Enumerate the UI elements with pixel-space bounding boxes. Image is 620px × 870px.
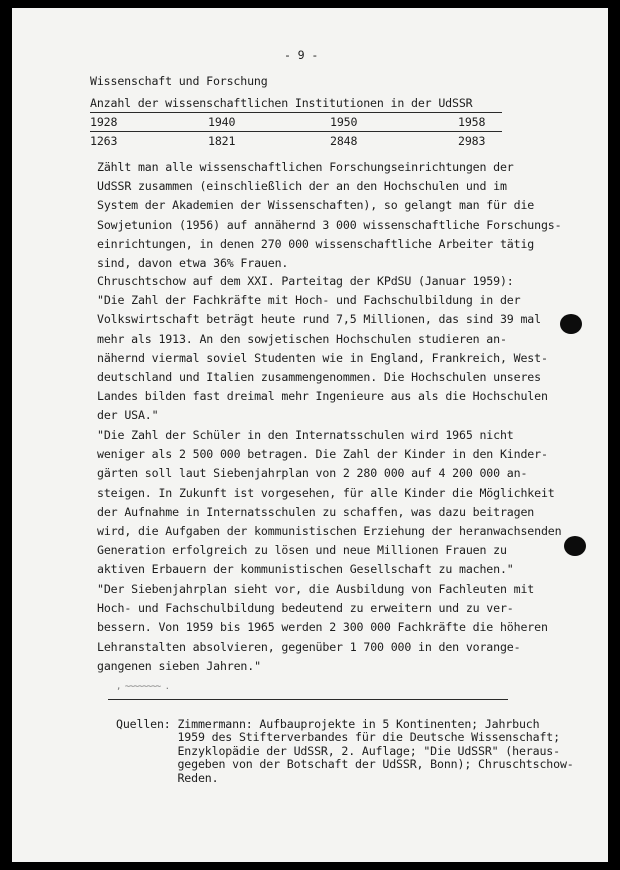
punch-hole-mark-upper [560,314,582,334]
sources-line: Enzyklopädie der UdSSR, 2. Auflage; "Die UdSSR" (heraus- [116,743,560,758]
table-value-1: 1263 [90,134,118,148]
table-year-1: 1928 [90,115,118,129]
sources-line: Quellen: Zimmermann: Aufbauprojekte in 5 Kontinenten; Jahrbuch [116,717,540,731]
table-value-3: 2848 [330,134,358,148]
text-line: einrichtungen, in denen 270 000 wissenschaftliche Arbeiter tätig [97,236,535,251]
table-value-2: 1821 [208,134,236,148]
text-line: Chruschtschow auf dem XXI. Parteitag der KPdSU (Januar 1959): [97,274,514,288]
sources-line: Reden. [116,770,219,785]
text-line: Landes bilden fast dreimal mehr Ingenieure aus als die Hochschulen [97,389,548,404]
typewritten-document [12,8,608,862]
sources-line: 1959 des Stifterverbandes für die Deutsche Wissenschaft; [116,730,560,745]
document-page [12,8,608,862]
paragraph-internatsschulen-quote [97,426,561,580]
text-line: Lehranstalten absolvieren, gegenüber 1 700 000 in den vorange- [97,639,521,654]
paragraph-chruschtschow-quote [97,272,548,426]
table-top-rule [90,112,502,113]
text-line: Zählt man alle wissenschaftlichen Forschungseinrichtungen der [97,160,514,174]
text-line: sind, davon etwa 36% Frauen. [97,256,289,271]
section-heading: Wissenschaft und Forschung [90,74,268,88]
text-line: Sowjetunion (1956) auf annähernd 3 000 wissenschaftliche Forschungs- [97,217,562,232]
table-caption: Anzahl der wissenschaftlichen Institutionen in der UdSSR [90,96,473,110]
text-line: UdSSR zusammen (einschließlich der an den Hochschulen und im [97,179,507,194]
text-line: Hoch- und Fachschulbildung bedeutend zu erweitern und zu ver- [97,601,514,616]
sources-line: gegeben von der Botschaft der UdSSR, Bonn); Chruschtschow- [116,757,574,772]
text-line: mehr als 1913. An den sowjetischen Hochschulen studieren an- [97,331,507,346]
text-line: steigen. In Zukunft ist vorgesehen, für alle Kinder die Möglichkeit [97,485,555,500]
text-line: aktiven Erbauern der kommunistischen Gesellschaft zu machen." [97,562,514,577]
text-line: der USA." [97,408,159,423]
page-number: - 9 - [284,48,319,62]
text-line: Volkswirtschaft beträgt heute rund 7,5 Millionen, das sind 39 mal [97,312,541,327]
table-middle-rule [90,131,502,132]
text-line: "Der Siebenjahrplan sieht vor, die Ausbildung von Fachleuten mit [97,582,535,596]
table-year-4: 1958 [458,115,486,129]
text-line: System der Akademien der Wissenschaften), so gelangt man für die [97,198,535,213]
text-line: deutschland und Italien zusammengenommen. Die Hochschulen unseres [97,370,541,385]
table-year-2: 1940 [208,115,236,129]
table-year-3: 1950 [330,115,358,129]
text-line: der Aufnahme in Internatsschulen zu schaffen, was dazu beitragen [97,504,535,519]
table-value-4: 2983 [458,134,486,148]
text-line: Generation erfolgreich zu lösen und neue Millionen Frauen zu [97,543,507,558]
faint-scribble-mark: , ~~~~~~~~ . [116,682,170,692]
punch-hole-mark-lower [564,536,586,556]
text-line: weniger als 2 500 000 betragen. Die Zahl der Kinder in den Kinder- [97,447,548,462]
paragraph-research-institutions [97,158,561,273]
text-line: wird, die Aufgaben der kommunistischen Erziehung der heranwachsenden [97,524,562,539]
sources-separator-rule [108,699,508,700]
text-line: bessern. Von 1959 bis 1965 werden 2 300 000 Fachkräfte die höheren [97,620,548,635]
text-line: "Die Zahl der Fachkräfte mit Hoch- und Fachschulbildung in der [97,293,521,308]
sources-block [116,718,574,785]
text-line: "Die Zahl der Schüler in den Internatsschulen wird 1965 nicht [97,428,514,442]
text-line: gangenen sieben Jahren." [97,658,261,673]
paragraph-siebenjahrplan-quote [97,580,548,676]
text-line: nähernd viermal soviel Studenten wie in England, Frankreich, West- [97,350,548,365]
text-line: gärten soll laut Siebenjahrplan von 2 280 000 auf 4 200 000 an- [97,466,528,481]
